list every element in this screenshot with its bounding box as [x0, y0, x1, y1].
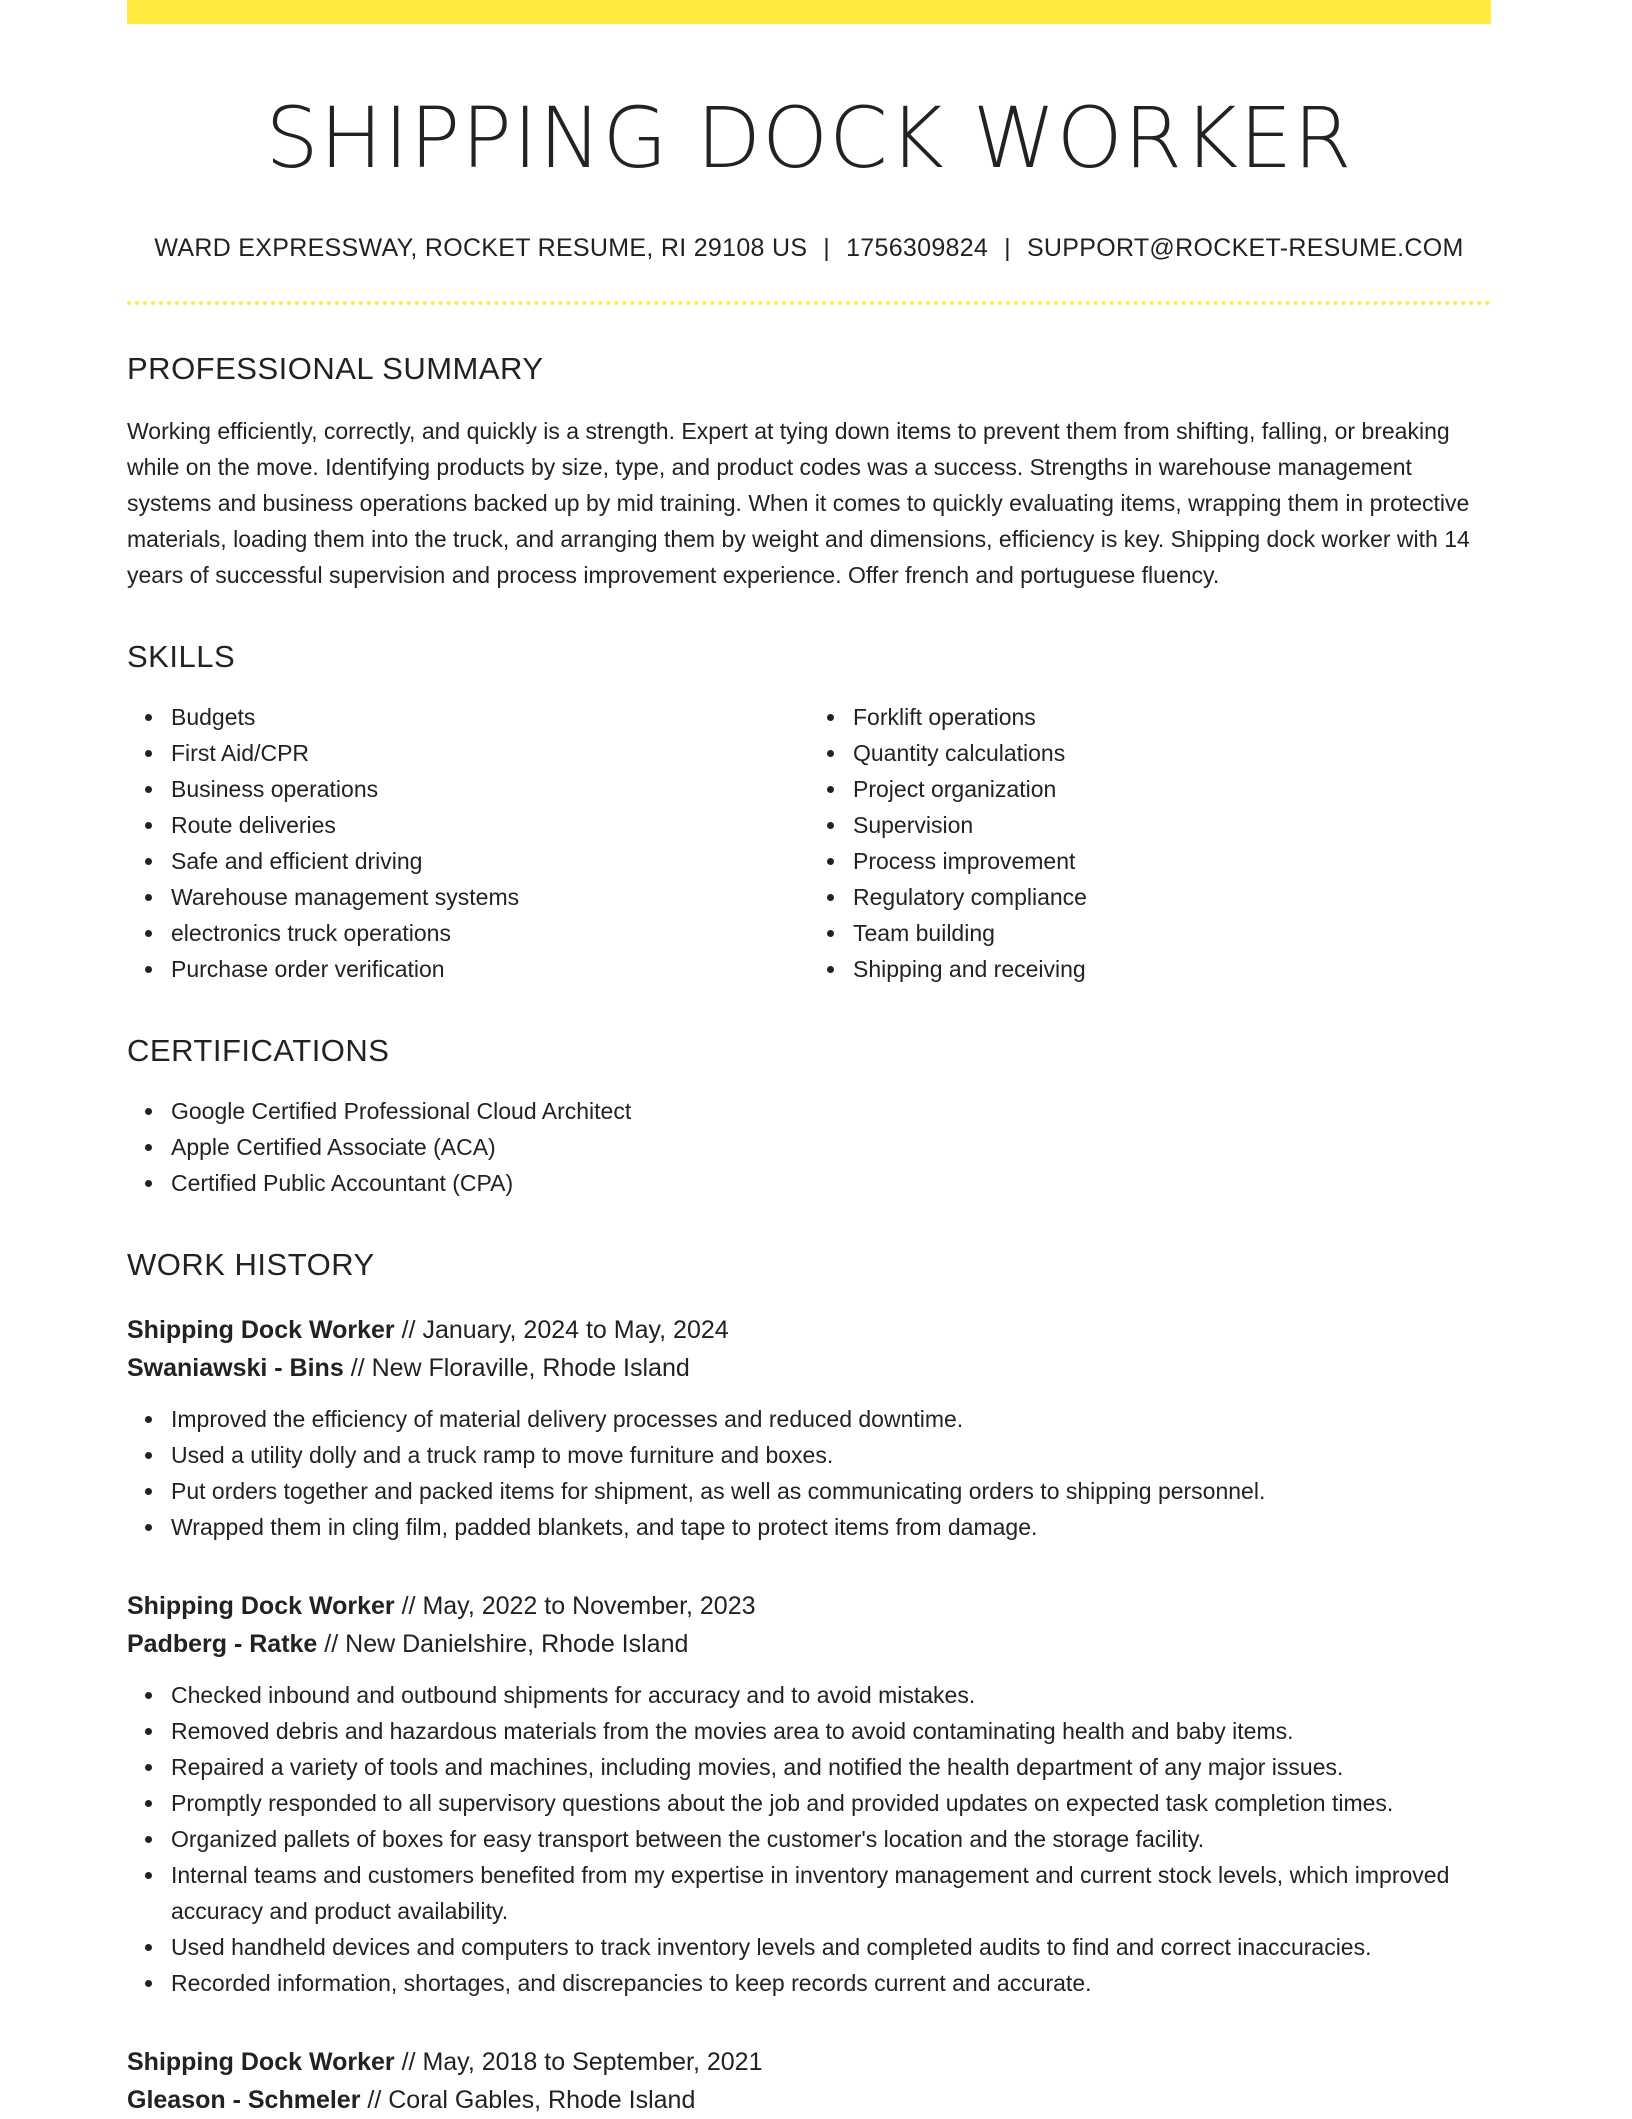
resume-page [127, 0, 1491, 2119]
skills-list [127, 699, 1491, 987]
job-company: Swaniawski - Bins [127, 1354, 344, 1383]
job-company-line [127, 1349, 1491, 1387]
job-company-line [127, 2081, 1491, 2119]
skill-item: electronics truck operations [171, 915, 809, 951]
job-bullet: Internal teams and customers benefited from my expertise in inventory management and current stock levels, which improved accuracy and product availability. [171, 1857, 1491, 1929]
phone: 1756309824 [846, 234, 989, 263]
skill-item: Team building [853, 915, 1491, 951]
skills-column-left [127, 699, 809, 987]
job-entry [127, 1311, 1491, 1545]
job-company: Gleason - Schmeler [127, 2086, 361, 2115]
certification-item: Certified Public Accountant (CPA) [171, 1165, 1491, 1201]
certifications-heading: CERTIFICATIONS [127, 1033, 390, 1069]
skill-item: Route deliveries [171, 807, 809, 843]
contact-line [127, 234, 1491, 263]
skill-item: Regulatory compliance [853, 879, 1491, 915]
job-bullet: Recorded information, shortages, and discrepancies to keep records current and accurate. [171, 1965, 1491, 2001]
certification-item: Google Certified Professional Cloud Architect [171, 1093, 1491, 1129]
job-bullet: Promptly responded to all supervisory questions about the job and provided updates on expected task completion times. [171, 1785, 1491, 1821]
job-location: Coral Gables, Rhode Island [388, 2086, 696, 2115]
certification-item: Apple Certified Associate (ACA) [171, 1129, 1491, 1165]
certifications-list [127, 1093, 1491, 1201]
dotted-divider [127, 301, 1491, 305]
job-location: New Floraville, Rhode Island [371, 1354, 690, 1383]
job-bullet: Wrapped them in cling film, padded blankets, and tape to protect items from damage. [171, 1509, 1491, 1545]
job-bullets [127, 1677, 1491, 2001]
job-separator: // [324, 1630, 339, 1659]
job-entry [127, 2043, 1491, 2119]
skill-item: Shipping and receiving [853, 951, 1491, 987]
job-title-line [127, 1311, 1491, 1349]
skill-item: Purchase order verification [171, 951, 809, 987]
job-separator: // [367, 2086, 382, 2115]
job-bullet: Put orders together and packed items for shipment, as well as communicating orders to shipping personnel. [171, 1473, 1491, 1509]
job-separator: // [401, 1316, 416, 1345]
job-bullet: Removed debris and hazardous materials from the movies area to avoid contaminating health and baby items. [171, 1713, 1491, 1749]
job-role: Shipping Dock Worker [127, 1316, 395, 1345]
job-dates: May, 2018 to September, 2021 [422, 2048, 763, 2077]
resume-title: SHIPPING DOCK WORKER [265, 89, 1353, 187]
job-role: Shipping Dock Worker [127, 2048, 395, 2077]
summary-text: Working efficiently, correctly, and quickly is a strength. Expert at tying down items to prevent them from shifting, falling, or breaking while on the move. Identifying products by size, type, and product codes was a success. Strengths in warehouse management systems and business operations backed up by mid training. When it comes to quickly evaluating items, wrapping them in protective materials, loading them into the truck, and arranging them by weight and dimensions, efficiency is key. Shipping dock worker with 14 years of successful supervision and process improvement experience. Offer french and portuguese fluency. [127, 418, 1470, 589]
separator: | [823, 234, 831, 263]
job-bullet: Used a utility dolly and a truck ramp to move furniture and boxes. [171, 1437, 1491, 1473]
email: SUPPORT@ROCKET-RESUME.COM [1026, 234, 1464, 263]
job-title-line [127, 2043, 1491, 2081]
job-title-line [127, 1587, 1491, 1625]
skill-item: Forklift operations [853, 699, 1491, 735]
accent-bar [127, 0, 1491, 24]
job-bullet: Used handheld devices and computers to track inventory levels and completed audits to find and correct inaccuracies. [171, 1929, 1491, 1965]
skill-item: Supervision [853, 807, 1491, 843]
skill-item: Quantity calculations [853, 735, 1491, 771]
job-location: New Danielshire, Rhode Island [345, 1630, 689, 1659]
job-bullet: Checked inbound and outbound shipments for accuracy and to avoid mistakes. [171, 1677, 1491, 1713]
job-bullet: Organized pallets of boxes for easy transport between the customer's location and the storage facility. [171, 1821, 1491, 1857]
skill-item: Project organization [853, 771, 1491, 807]
job-dates: January, 2024 to May, 2024 [422, 1316, 729, 1345]
skill-item: Budgets [171, 699, 809, 735]
job-separator: // [350, 1354, 365, 1383]
job-entry [127, 1587, 1491, 2001]
job-separator: // [401, 1592, 416, 1621]
skill-item: Business operations [171, 771, 809, 807]
skill-item: Process improvement [853, 843, 1491, 879]
skill-item: Safe and efficient driving [171, 843, 809, 879]
address: WARD EXPRESSWAY, ROCKET RESUME, RI 29108 US [154, 234, 808, 263]
skill-item: First Aid/CPR [171, 735, 809, 771]
summary-heading: PROFESSIONAL SUMMARY [127, 351, 544, 387]
job-bullets [127, 1401, 1491, 1545]
work-history-heading: WORK HISTORY [127, 1247, 375, 1283]
separator: | [1004, 234, 1011, 263]
skills-heading: SKILLS [127, 639, 236, 675]
job-company-line [127, 1625, 1491, 1663]
job-bullet: Improved the efficiency of material delivery processes and reduced downtime. [171, 1401, 1491, 1437]
skills-column-right [809, 699, 1491, 987]
job-company: Padberg - Ratke [127, 1630, 318, 1659]
job-role: Shipping Dock Worker [127, 1592, 395, 1621]
job-separator: // [401, 2048, 416, 2077]
job-dates: May, 2022 to November, 2023 [422, 1592, 756, 1621]
skill-item: Warehouse management systems [171, 879, 809, 915]
job-bullet: Repaired a variety of tools and machines, including movies, and notified the health department of any major issues. [171, 1749, 1491, 1785]
